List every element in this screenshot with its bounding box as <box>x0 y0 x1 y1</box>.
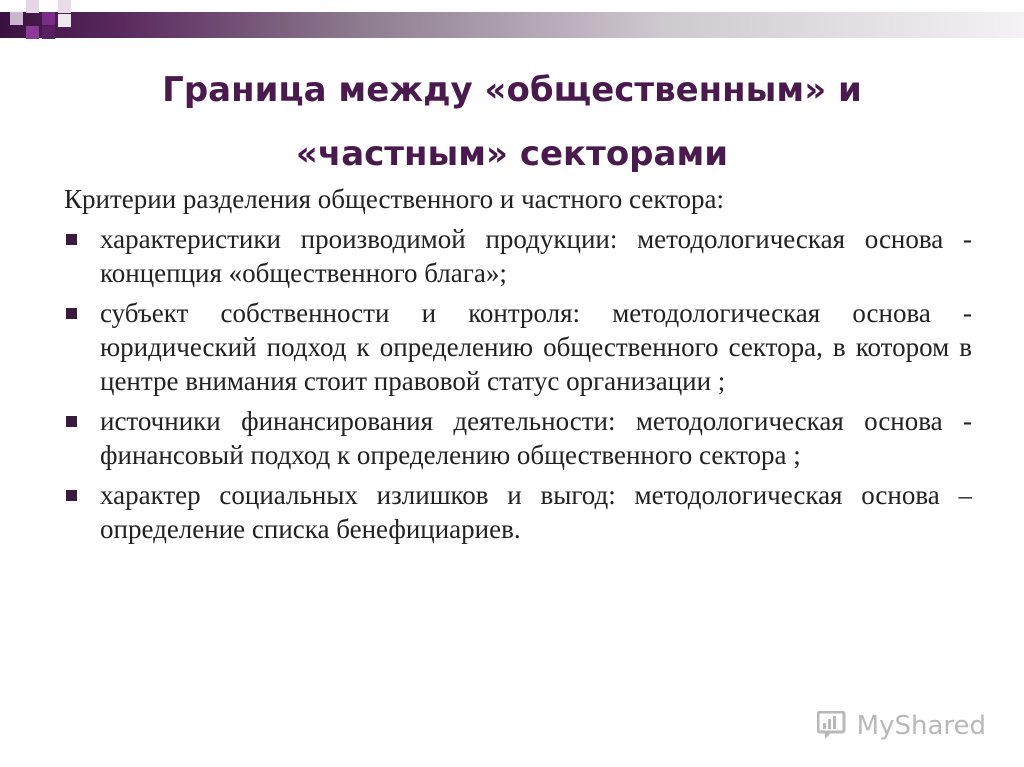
list-item <box>64 478 972 546</box>
list-item-text: источники финансирования деятельности: методологическая основа - финансовый подход к определению общественного сектора ; <box>100 406 972 470</box>
slide-body <box>64 182 972 552</box>
square-bullet-icon <box>66 308 77 319</box>
square-bullet-icon <box>66 490 77 501</box>
decor-square <box>10 12 23 25</box>
list-item-text: субъект собственности и контроля: методологическая основа - юридический подход к определению общественного сектора, в котором в центре внимания стоит правовой статус организации ; <box>100 298 972 396</box>
myshared-watermark <box>817 711 986 741</box>
square-bullet-icon <box>66 234 77 245</box>
decor-square <box>42 26 55 39</box>
list-item-text: характеристики производимой продукции: методологическая основа - концепция «общественного блага»; <box>100 224 972 288</box>
decor-square <box>42 12 55 25</box>
decor-square <box>58 0 71 13</box>
list-item <box>64 296 972 398</box>
list-item-text: характер социальных излишков и выгод: методологическая основа – определение списка бенефициариев. <box>100 480 972 544</box>
square-bullet-icon <box>66 416 77 427</box>
lead-text: Критерии разделения общественного и частного сектора: <box>64 184 725 214</box>
list-item <box>64 222 972 290</box>
watermark-label: MyShared <box>856 711 986 741</box>
title-line-1: Граница между «общественным» и <box>162 70 862 110</box>
decor-square <box>26 26 39 39</box>
slide-title <box>60 58 964 186</box>
myshared-logo-icon <box>817 711 851 741</box>
header-gradient-bar <box>0 12 1024 38</box>
decor-square <box>58 14 71 27</box>
decor-square <box>26 0 39 13</box>
criteria-list <box>64 222 972 546</box>
title-line-2: «частным» секторами <box>295 134 729 174</box>
list-item <box>64 404 972 472</box>
